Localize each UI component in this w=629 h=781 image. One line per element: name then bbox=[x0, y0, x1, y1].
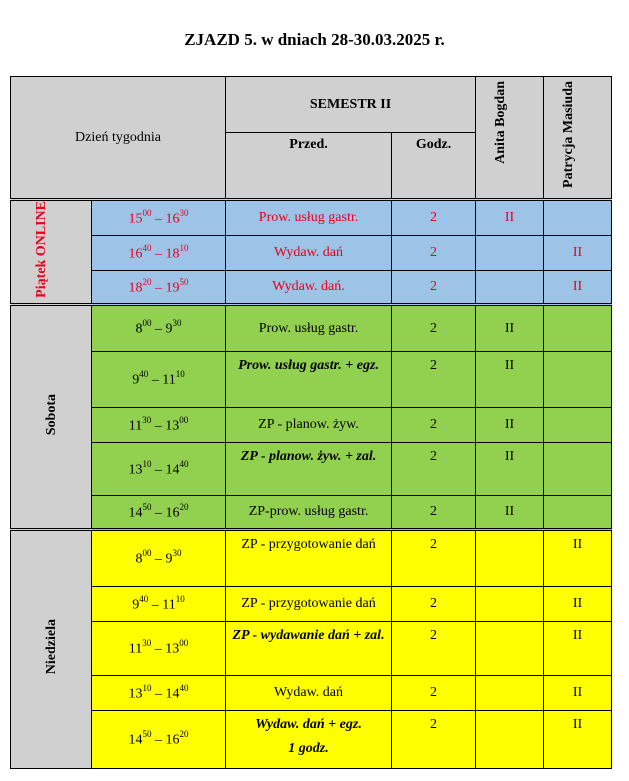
table-row bbox=[11, 622, 612, 676]
time-cell: $8^{00} - 9^{30}$ bbox=[92, 305, 226, 352]
teacher2-cell bbox=[544, 408, 612, 443]
hours-cell bbox=[392, 711, 476, 769]
end-hour: 14 bbox=[165, 686, 180, 702]
teacher2-cell bbox=[544, 352, 612, 408]
table-row bbox=[11, 236, 612, 271]
teacher2-cell bbox=[544, 676, 612, 711]
end-minutes: 20 bbox=[179, 729, 189, 740]
teacher2-cell bbox=[544, 530, 612, 587]
hours-value: 2 bbox=[430, 596, 438, 611]
start-hour: 14 bbox=[128, 732, 143, 748]
subject-text: Wydaw. dań bbox=[274, 685, 344, 700]
teacher2-cell bbox=[544, 305, 612, 352]
end-hour: 14 bbox=[165, 462, 180, 478]
hours-value: 2 bbox=[430, 537, 438, 552]
hours-header: Godz. bbox=[392, 133, 476, 200]
teacher1-cell bbox=[476, 587, 544, 622]
subject-text: Prow. usług gastr. bbox=[258, 320, 359, 336]
end-minutes: 10 bbox=[179, 242, 189, 253]
teacher2-cell bbox=[544, 496, 612, 530]
teacher2-mark: II bbox=[572, 537, 583, 552]
hours-value: 2 bbox=[430, 628, 438, 643]
start-minutes: 50 bbox=[142, 501, 152, 512]
end-hour: 13 bbox=[165, 641, 180, 657]
teacher2-cell bbox=[544, 271, 612, 305]
teacher2-mark: II bbox=[572, 628, 583, 643]
subject-cell bbox=[226, 622, 392, 676]
teacher1-cell bbox=[476, 305, 544, 352]
time-cell: $13^{10} - 14^{40}$ bbox=[92, 443, 226, 496]
hours-value: 2 bbox=[430, 245, 438, 260]
table-row bbox=[11, 676, 612, 711]
teacher1-cell bbox=[476, 408, 544, 443]
start-hour: 11 bbox=[128, 418, 143, 434]
teacher1-mark: II bbox=[504, 320, 515, 336]
start-minutes: 20 bbox=[142, 276, 152, 287]
end-hour: 18 bbox=[165, 246, 180, 262]
subject-cell bbox=[226, 711, 392, 769]
end-hour: 11 bbox=[162, 597, 176, 613]
subject-cell bbox=[226, 305, 392, 352]
subject-text: ZP - przygotowanie dań bbox=[241, 596, 376, 611]
hours-cell bbox=[392, 305, 476, 352]
subject-text: Prow. usług gastr. bbox=[258, 210, 359, 225]
start-hour: 15 bbox=[128, 211, 143, 227]
day-cell bbox=[11, 305, 92, 530]
teacher2-cell bbox=[544, 587, 612, 622]
end-hour: 9 bbox=[165, 551, 173, 567]
teacher1-cell bbox=[476, 236, 544, 271]
start-minutes: 10 bbox=[142, 458, 152, 469]
subject-cell bbox=[226, 676, 392, 711]
teacher2-cell bbox=[544, 236, 612, 271]
start-hour: 8 bbox=[135, 321, 143, 337]
end-minutes: 30 bbox=[172, 548, 182, 559]
time-cell: $18^{20} - 19^{50}$ bbox=[92, 271, 226, 305]
hours-cell bbox=[392, 496, 476, 530]
time-cell: $11^{30} - 13^{00}$ bbox=[92, 408, 226, 443]
time-cell: $9^{40} - 11^{10}$ bbox=[92, 352, 226, 408]
table-row bbox=[11, 200, 612, 236]
hours-cell bbox=[392, 587, 476, 622]
teacher1-cell bbox=[476, 352, 544, 408]
end-hour: 16 bbox=[165, 732, 180, 748]
table-row bbox=[11, 443, 612, 496]
time-cell: $14^{50} - 16^{20}$ bbox=[92, 711, 226, 769]
subject-cell bbox=[226, 408, 392, 443]
time-cell: $14^{50} - 16^{20}$ bbox=[92, 496, 226, 530]
start-minutes: 00 bbox=[142, 207, 152, 218]
hours-cell bbox=[392, 236, 476, 271]
time-cell: $8^{00} - 9^{30}$ bbox=[92, 530, 226, 587]
start-minutes: 40 bbox=[142, 242, 152, 253]
start-hour: 9 bbox=[132, 372, 140, 388]
teacher2-mark: II bbox=[572, 279, 583, 294]
hours-cell bbox=[392, 200, 476, 236]
teacher1-mark: II bbox=[504, 504, 515, 519]
teacher1-mark: II bbox=[504, 449, 515, 464]
subject-cell bbox=[226, 200, 392, 236]
day-name: Piątek ONLINE bbox=[34, 201, 49, 298]
teacher1-cell bbox=[476, 676, 544, 711]
start-minutes: 30 bbox=[142, 638, 152, 649]
start-hour: 16 bbox=[128, 246, 143, 262]
table-row bbox=[11, 408, 612, 443]
teacher1-cell bbox=[476, 200, 544, 236]
start-hour: 13 bbox=[128, 686, 143, 702]
subject-text: ZP - wydawanie dań + zal. bbox=[232, 628, 385, 643]
subject-cell bbox=[226, 587, 392, 622]
start-minutes: 40 bbox=[139, 369, 149, 380]
end-minutes: 20 bbox=[179, 501, 189, 512]
end-hour: 16 bbox=[165, 211, 180, 227]
teacher2-mark: II bbox=[572, 596, 583, 611]
subject-text: Prow. usług gastr. + egz. bbox=[238, 358, 379, 373]
teacher2-header: Patrycja Masiuda bbox=[544, 77, 612, 200]
end-minutes: 30 bbox=[172, 318, 182, 329]
teacher1-mark: II bbox=[504, 210, 515, 225]
teacher1-mark: II bbox=[504, 417, 515, 432]
hours-cell bbox=[392, 408, 476, 443]
teacher1-cell bbox=[476, 271, 544, 305]
table-row bbox=[11, 530, 612, 587]
hours-value: 2 bbox=[430, 685, 438, 700]
teacher1-cell bbox=[476, 496, 544, 530]
semester-header: SEMESTR II bbox=[226, 77, 476, 133]
teacher2-cell bbox=[544, 711, 612, 769]
time-cell: $13^{10} - 14^{40}$ bbox=[92, 676, 226, 711]
start-hour: 18 bbox=[128, 280, 143, 296]
subject-cell bbox=[226, 530, 392, 587]
end-hour: 9 bbox=[165, 321, 173, 337]
teacher2-cell bbox=[544, 443, 612, 496]
subject-cell bbox=[226, 236, 392, 271]
end-minutes: 10 bbox=[175, 369, 185, 380]
subject-cell bbox=[226, 443, 392, 496]
subject-header: Przed. bbox=[226, 133, 392, 200]
end-minutes: 30 bbox=[179, 207, 189, 218]
table-row bbox=[11, 711, 612, 769]
teacher2-mark: II bbox=[572, 685, 583, 700]
start-minutes: 30 bbox=[142, 414, 152, 425]
hours-cell bbox=[392, 352, 476, 408]
end-hour: 16 bbox=[165, 505, 180, 521]
time-cell: $11^{30} - 13^{00}$ bbox=[92, 622, 226, 676]
subject-text: ZP - planow. żyw. + zal. bbox=[240, 449, 377, 464]
hours-cell bbox=[392, 622, 476, 676]
end-minutes: 40 bbox=[179, 682, 189, 693]
hours-cell bbox=[392, 271, 476, 305]
start-minutes: 40 bbox=[139, 593, 149, 604]
hours-value: 2 bbox=[430, 320, 438, 336]
teacher1-header: Anita Bogdan bbox=[476, 77, 544, 200]
header-row-top bbox=[11, 77, 612, 133]
hours-value: 2 bbox=[430, 279, 438, 294]
hours-cell bbox=[392, 530, 476, 587]
hours-cell bbox=[392, 443, 476, 496]
teacher1-cell bbox=[476, 711, 544, 769]
end-minutes: 10 bbox=[175, 593, 185, 604]
subject-cell bbox=[226, 352, 392, 408]
hours-value: 2 bbox=[430, 417, 438, 432]
start-minutes: 10 bbox=[142, 682, 152, 693]
end-hour: 19 bbox=[165, 280, 180, 296]
start-hour: 8 bbox=[135, 551, 143, 567]
subject-text: Wydaw. dań. bbox=[272, 279, 345, 294]
teacher2-mark: II bbox=[572, 717, 583, 732]
teacher1-cell bbox=[476, 530, 544, 587]
table-row bbox=[11, 352, 612, 408]
table-row bbox=[11, 305, 612, 352]
time-cell: $16^{40} - 18^{10}$ bbox=[92, 236, 226, 271]
subject-cell bbox=[226, 496, 392, 530]
end-minutes: 40 bbox=[179, 458, 189, 469]
end-minutes: 50 bbox=[179, 276, 189, 287]
hours-value: 2 bbox=[430, 717, 438, 732]
subject-text: Wydaw. dań + egz. bbox=[255, 717, 362, 732]
start-hour: 14 bbox=[128, 505, 143, 521]
end-hour: 13 bbox=[165, 418, 180, 434]
hours-value: 2 bbox=[430, 504, 438, 519]
page-title: ZJAZD 5. w dniach 28-30.03.2025 r. bbox=[184, 30, 445, 49]
hours-value: 2 bbox=[430, 358, 438, 373]
start-hour: 11 bbox=[128, 641, 143, 657]
start-minutes: 00 bbox=[142, 548, 152, 559]
end-minutes: 00 bbox=[179, 638, 189, 649]
table-row bbox=[11, 271, 612, 305]
hours-value: 2 bbox=[430, 449, 438, 464]
teacher2-cell bbox=[544, 200, 612, 236]
table-row bbox=[11, 496, 612, 530]
time-cell: $15^{00} - 16^{30}$ bbox=[92, 200, 226, 236]
subject-text: ZP - przygotowanie dań bbox=[241, 537, 376, 552]
time-cell: $9^{40} - 11^{10}$ bbox=[92, 587, 226, 622]
hours-value: 2 bbox=[430, 210, 438, 225]
end-minutes: 00 bbox=[179, 414, 189, 425]
teacher1-cell bbox=[476, 622, 544, 676]
day-name: Sobota bbox=[43, 393, 59, 436]
teacher2-mark: II bbox=[572, 245, 583, 260]
schedule-table bbox=[10, 76, 612, 769]
day-cell bbox=[11, 530, 92, 769]
teacher1-mark: II bbox=[504, 358, 515, 373]
subject-text: Wydaw. dań bbox=[274, 245, 344, 260]
teacher1-cell bbox=[476, 443, 544, 496]
start-minutes: 00 bbox=[142, 318, 152, 329]
day-name: Niedziela bbox=[43, 619, 59, 675]
teacher2-cell bbox=[544, 622, 612, 676]
subject-text: ZP - planow. żyw. bbox=[258, 417, 359, 432]
subject-cell bbox=[226, 271, 392, 305]
hours-cell bbox=[392, 676, 476, 711]
start-hour: 9 bbox=[132, 597, 140, 613]
table-row bbox=[11, 587, 612, 622]
day-column-header: Dzień tygodnia bbox=[11, 77, 226, 200]
start-minutes: 50 bbox=[142, 729, 152, 740]
day-cell bbox=[11, 200, 92, 305]
subject-text: ZP-prow. usług gastr. bbox=[248, 504, 369, 519]
subject-extra: 1 godz. bbox=[288, 741, 329, 756]
end-hour: 11 bbox=[162, 372, 176, 388]
start-hour: 13 bbox=[128, 462, 143, 478]
